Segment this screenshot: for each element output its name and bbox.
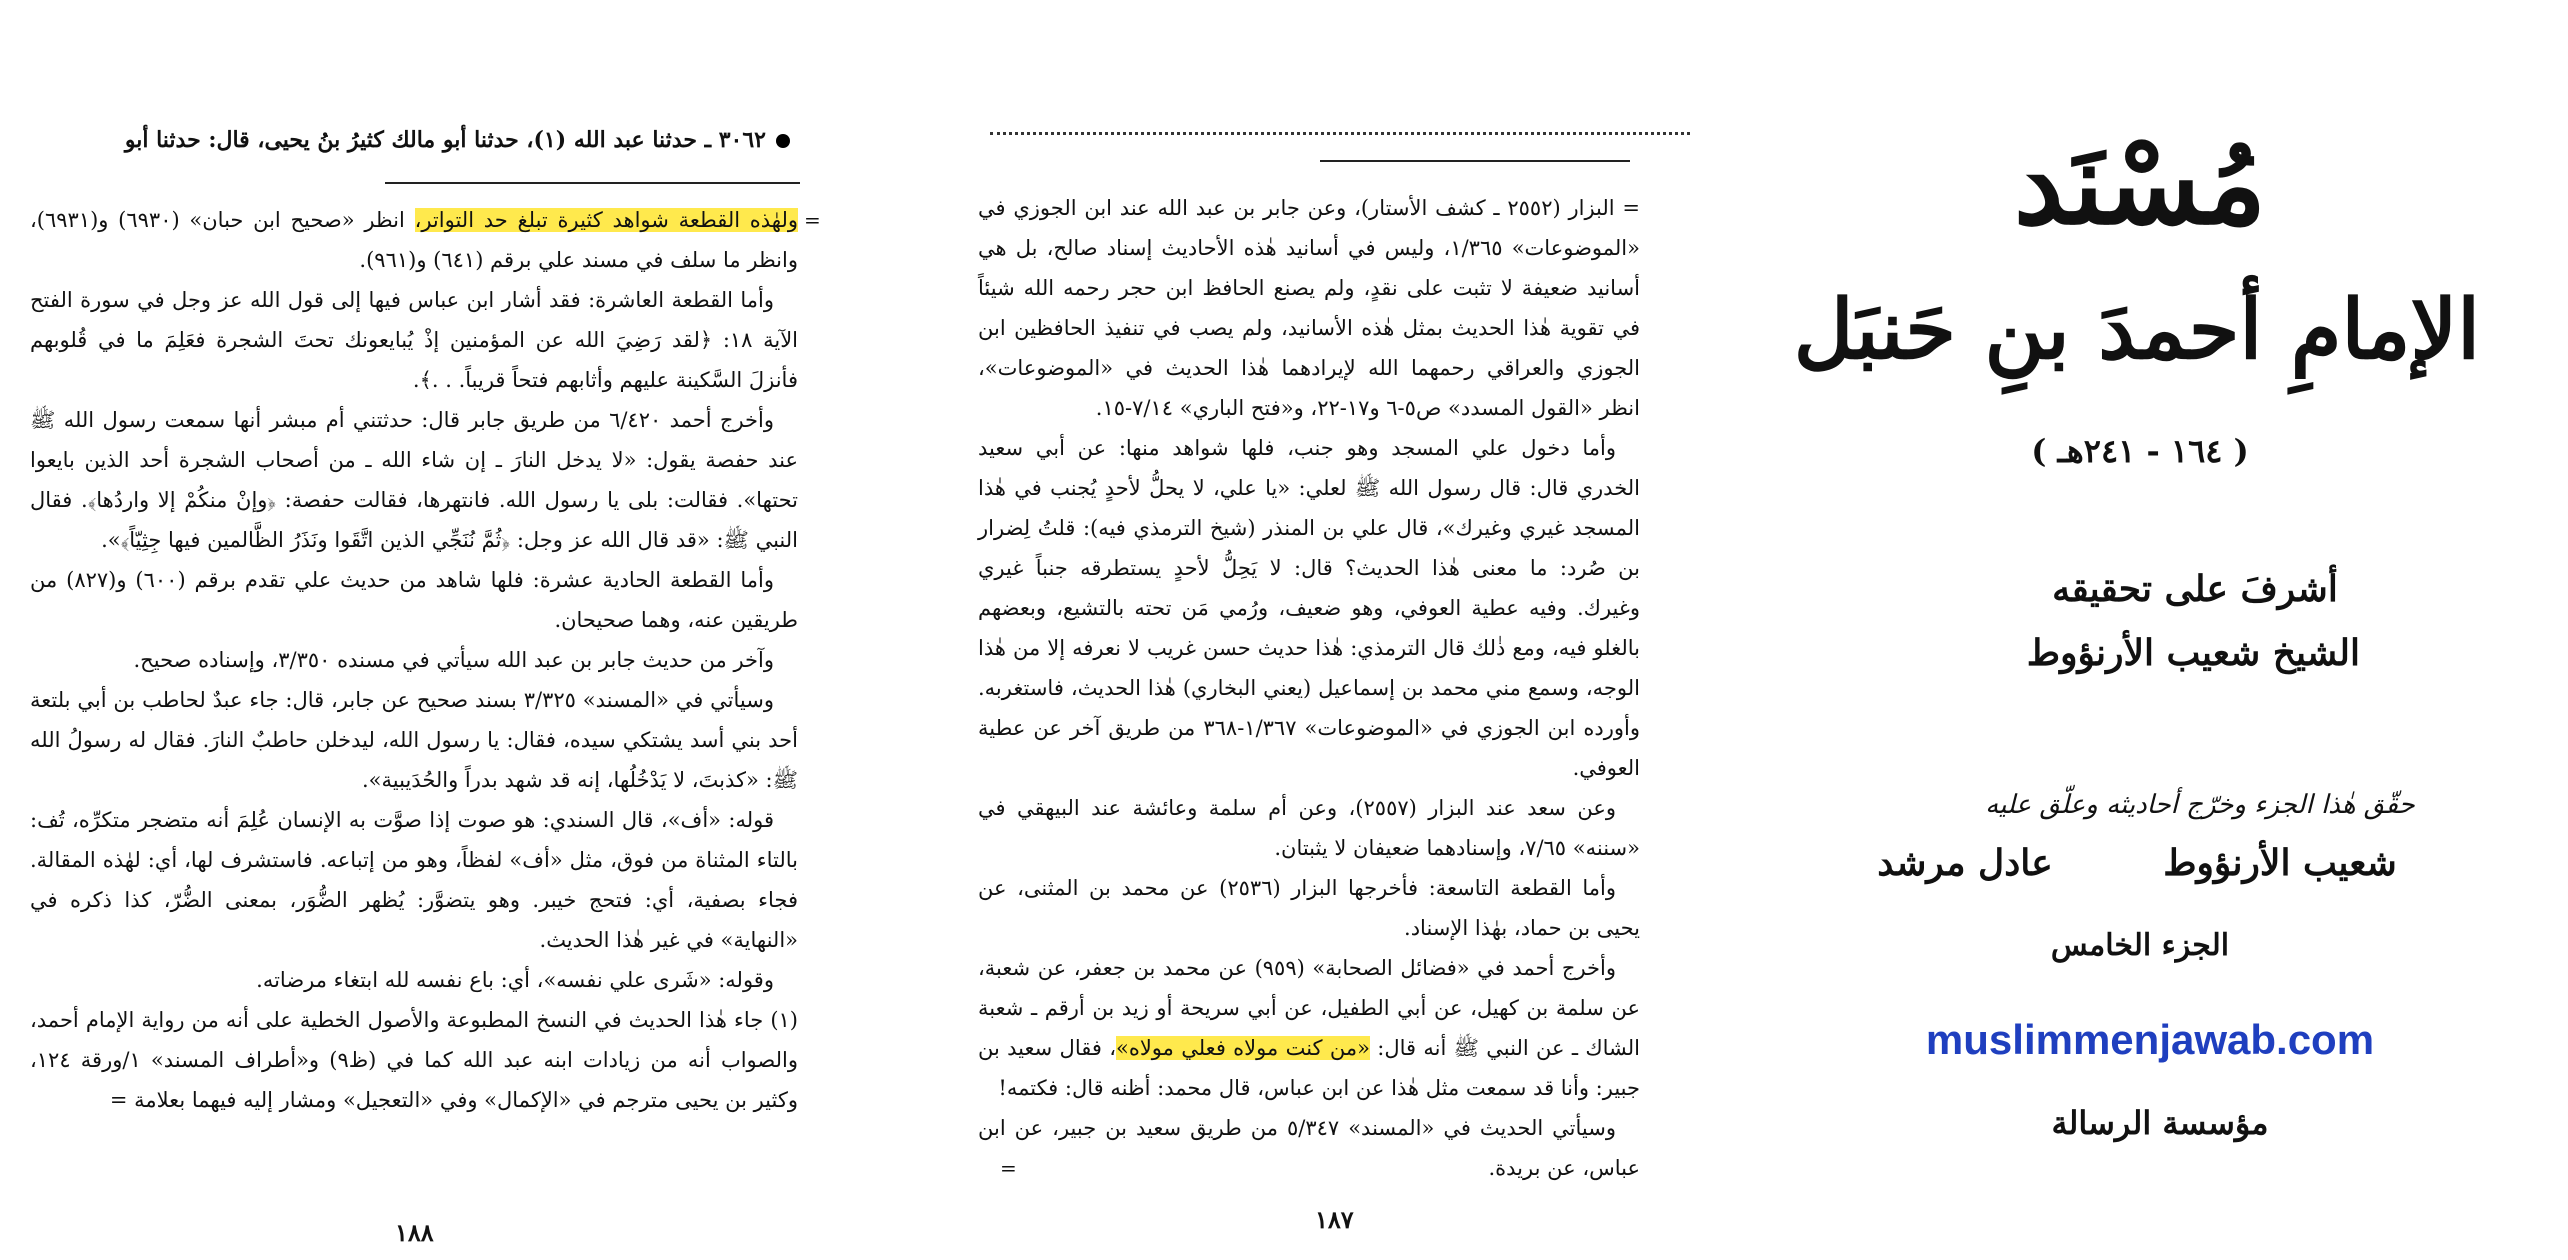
- paragraph: وأما دخول علي المسجد وهو جنب، فلها شواهد منها: عن أبي سعيد الخدري قال: قال رسول الله ﷺ لعلي: «يا علي، لا يحلُّ لأحدٍ يُجنب في هٰذا المسجد غيري وغيرك»، قال علي بن المنذر (شيخ الترمذي فيه): قلتُ لِضرار بن صُرد: ما معنى هٰذا الحديث؟ قال: لا يَحِلُّ لأحدٍ يستطرقه جنباً غيري وغيرك. وفيه عطية العوفي، وهو ضعيف، ورُمي مَن تحته بالتشيع، وبعضهم بالغلو فيه، ومع ذٰلك قال الترمذي: هٰذا حديث حسن غريب لا نعرفه إلا من هٰذا الوجه، وسمع مني محمد بن إسماعيل (يعني البخاري) هٰذا الحديث، فاستغربه. وأورده ابن الجوزي في «الموضوعات» ١/٣٦٧-٣٦٨ من طريق آخر عن عطية العوفي.: [978, 436, 1640, 780]
- paragraph: وعن سعد عند البزار (٢٥٥٧)، وعن أم سلمة وعائشة عند البيهقي في «سننه» ٧/٦٥، وإسنادهما ضعيفان لا يثبتان.: [978, 796, 1640, 860]
- paragraph: وأخرج أحمد في «فضائل الصحابة» (٩٥٩) عن محمد بن جعفر، عن شعبة، عن سلمة بن كهيل، عن أبي الطفيل، عن أبي سريحة أو زيد بن أرقم ـ شعبة الشاك ـ عن النبي ﷺ أنه قال: «من كنت مولاه فعلي مولاه»، فقال سعيد بن جبير: وأنا قد سمعت مثل هٰذا عن ابن عباس، قال محمد: أظنه قال: فكتمه!: [978, 956, 1641, 1100]
- left-page-body: [30, 200, 798, 1120]
- left-page: [0, 0, 830, 1260]
- paragraph: ولهٰذه القطعة شواهد كثيرة تبلغ حد التواتر، انظر «صحيح ابن حبان» (٦٩٣٠) و(٦٩٣١)، وانظر ما سلف في مسند علي برقم (٦٤١) و(٩٦١).: [30, 208, 799, 272]
- cover-title-main: الإمامِ أحمدَ بنِ حَنبَل: [1793, 282, 2480, 378]
- editor-2: عادل مرشد: [1877, 842, 2053, 884]
- end-marker: =: [1000, 1156, 1017, 1180]
- hadith-header: ٣٠٦٢ ـ حدثنا عبد الله (١)، حدثنا أبو مالك كثيرُ بنُ يحيى، قال: حدثنا أبو: [30, 120, 790, 160]
- publisher-logo: مؤسسة الرسالة: [2051, 1104, 2269, 1142]
- paragraph: = البزار (٢٥٥٢ ـ كشف الأستار)، وعن جابر بن عبد الله عند ابن الجوزي في «الموضوعات» ١/٣٦٥، وليس في أسانيد هٰذه الأحاديث إسناد صالح، بل هي أسانيد ضعيفة لا تثبت على نقدٍ، ولم يصنع الحافظ ابن حجر رحمه الله شيئاً في تقوية هٰذا الحديث بمثل هٰذه الأسانيد، ولم يصب في تنفيذ الحافظين ابن الجوزي والعراقي رحمهما الله لإيرادهما هٰذا الحديث في «الموضوعات»، انظر «القول المسدد» ص٥-٦ و١٧-٢٢، و«فتح الباري» ٧/١٤-١٥.: [978, 196, 1640, 420]
- paragraph: وأما القطعة الحادية عشرة: فلها شاهد من حديث علي تقدم برقم (٦٠٠) و(٨٢٧) من طريقين عنه، وهما صحيحان.: [30, 568, 798, 632]
- paragraph: وأما القطعة العاشرة: فقد أشار ابن عباس فيها إلى قول الله عز وجل في سورة الفتح الآية ١٨: ﴿لقد رَضِيَ الله عن المؤمنين إذْ يُبايعونك تحتَ الشجرة فعَلِمَ ما في قُلوبهم فأنزلَ السَّكينة عليهم وأثابهم فتحاً قريباً. . .﴾.: [30, 288, 798, 392]
- header-rule: [1320, 160, 1630, 162]
- part-label: الجزء الخامس: [2050, 928, 2230, 963]
- header-rule: [385, 182, 800, 184]
- cover-dates: ( ١٦٤ - ٢٤١هـ ): [2031, 432, 2249, 470]
- supervision-line-2: الشيخ شعيب الأرنؤوط: [2026, 632, 2360, 674]
- middle-page: [930, 0, 1700, 1260]
- page-number: ١٨٨: [395, 1218, 434, 1247]
- continuation-marker: =: [804, 208, 821, 232]
- paragraph: وقوله: «شَرى علي نفسه»، أي: باع نفسه لله ابتغاء مرضاته.: [256, 968, 774, 992]
- cover-page: [1700, 0, 2568, 1260]
- editor-1: شعيب الأرنؤوط: [2163, 842, 2397, 884]
- paragraph: قوله: «أف»، قال السندي: هو صوت إذا صوَّت به الإنسان عُلِمَ أنه متضجر متكرِّه، تُف: بالتاء المثناة من فوق، مثل «أف» لفظاً، وهو من إتباعه. فاستشرف لها، أي: لهٰذه المقالة. فجاء بصفية، أي: فتحج خيبر. وهو يتضوَّر: يُظهر الضُّوَر، بمعنى الضُّرّ، كذا ذكره في «النهاية» في غير هٰذا الحديث.: [30, 808, 798, 952]
- footnote: (١) جاء هٰذا الحديث في النسخ المطبوعة والأصول الخطية على أنه من رواية الإمام أحمد، والصواب أنه من زيادات ابنه عبد الله كما في (ظ٩) و«أطراف المسند» ١/ورقة ١٢٤، وكثير بن يحيى مترجم في «الإكمال» وفي «التعجيل» ومشار إليه فيهما بعلامة =: [30, 1008, 798, 1112]
- highlighted-text: ولهٰذه القطعة شواهد كثيرة تبلغ حد التواتر،: [414, 208, 799, 232]
- highlighted-text: «من كنت مولاه فعلي مولاه»: [1115, 1036, 1370, 1060]
- editors-intro: حقّق هٰذا الجزء وخرّج أحاديثه وعلّق عليه: [1985, 790, 2415, 820]
- supervision-line-1: أشرفَ على تحقيقه: [2052, 568, 2338, 610]
- page-number: ١٨٧: [1315, 1205, 1354, 1234]
- paragraph: وأخرج أحمد ٦/٤٢٠ من طريق جابر قال: حدثتني أم مبشر أنها سمعت رسول الله ﷺ عند حفصة يقول: «لا يدخل النارَ ـ إن شاء الله ـ من أصحاب الشجرة أحد الذين بايعوا تحتها». فقالت: بلى يا رسول الله. فانتهرها، فقالت حفصة: ﴿وإنْ منكُمْ إلا واردُها﴾. فقال النبي ﷺ: «قد قال الله عز وجل: ﴿ثُمَّ نُنَجِّي الذين اتَّقَوا ونَذَرُ الظَّالمين فيها جِثِيّاً﴾».: [30, 408, 798, 552]
- dotted-rule: [990, 132, 1690, 135]
- paragraph: وآخر من حديث جابر بن عبد الله سيأتي في مسنده ٣/٣٥٠، وإسناده صحيح.: [133, 648, 774, 672]
- paragraph: وسيأتي الحديث في «المسند» ٥/٣٤٧ من طريق سعيد بن جبير، عن ابن عباس، عن بريدة.: [978, 1116, 1640, 1180]
- paragraph: وسيأتي في «المسند» ٣/٣٢٥ بسند صحيح عن جابر، قال: جاء عبدٌ لحاطب بن أبي بلتعة أحد بني أسد يشتكي سيده، فقال: يا رسول الله، ليدخلن حاطبٌ النارَ. فقال له رسولُ الله ﷺ: «كذبتَ، لا يَدْخُلُها، إنه قد شهد بدراً والحُدَيبية».: [30, 688, 798, 792]
- website-link[interactable]: muslimmenjawab.com: [1925, 1016, 2375, 1063]
- paragraph: وأما القطعة التاسعة: فأخرجها البزار (٢٥٣٦) عن محمد بن المثنى، عن يحيى بن حماد، بهٰذا الإسناد.: [978, 876, 1640, 940]
- bullet-icon: [776, 134, 790, 148]
- cover-title-top: مُسْنَد: [2013, 119, 2267, 250]
- middle-page-body: [978, 188, 1640, 1188]
